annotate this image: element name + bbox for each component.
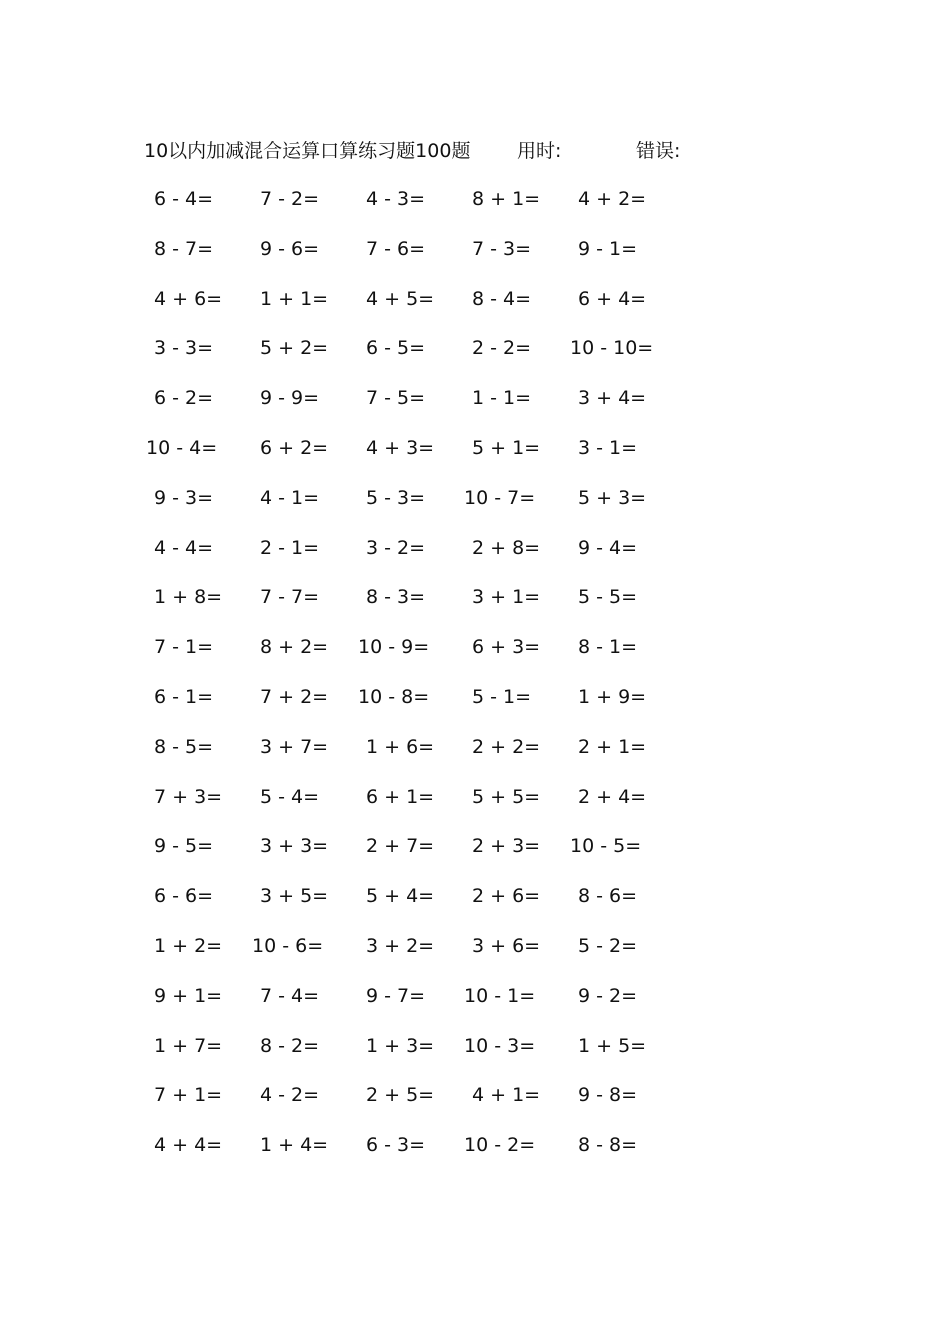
problem-row xyxy=(150,873,710,923)
arithmetic-problem: 1 - 1= xyxy=(472,387,532,410)
arithmetic-problem: 4 + 6= xyxy=(154,287,223,310)
problem-row xyxy=(150,923,710,973)
arithmetic-problem: 7 + 1= xyxy=(154,1084,223,1107)
problem-row xyxy=(150,674,710,724)
arithmetic-problem: 2 + 6= xyxy=(472,885,541,908)
arithmetic-problem: 9 - 6= xyxy=(260,237,320,260)
arithmetic-problem: 1 + 6= xyxy=(366,735,435,758)
problem-row xyxy=(150,1072,710,1122)
arithmetic-problem: 2 - 1= xyxy=(260,536,320,559)
arithmetic-problem: 7 - 7= xyxy=(260,586,320,609)
arithmetic-problem: 3 - 2= xyxy=(366,536,426,559)
arithmetic-problem: 5 - 5= xyxy=(578,586,638,609)
arithmetic-problem: 4 + 1= xyxy=(472,1084,541,1107)
problem-row xyxy=(150,823,710,873)
arithmetic-problem: 9 - 7= xyxy=(366,984,426,1007)
arithmetic-problem: 5 + 1= xyxy=(472,436,541,459)
problem-row xyxy=(150,475,710,525)
problem-row xyxy=(150,1122,710,1172)
arithmetic-problem: 5 + 5= xyxy=(472,785,541,808)
arithmetic-problem: 6 - 4= xyxy=(154,188,214,210)
arithmetic-problem: 5 - 3= xyxy=(366,486,426,509)
arithmetic-problem: 1 + 7= xyxy=(154,1034,223,1057)
arithmetic-problem: 8 + 2= xyxy=(260,636,329,659)
arithmetic-problem: 4 + 2= xyxy=(578,188,647,210)
arithmetic-problem: 10 - 9= xyxy=(358,636,430,659)
arithmetic-problem: 3 - 1= xyxy=(578,436,638,459)
arithmetic-problem: 5 - 2= xyxy=(578,934,638,957)
arithmetic-problem: 4 + 3= xyxy=(366,436,435,459)
problem-grid xyxy=(146,176,710,1172)
arithmetic-problem: 6 - 1= xyxy=(154,685,214,708)
arithmetic-problem: 8 + 1= xyxy=(472,188,541,210)
arithmetic-problem: 2 + 5= xyxy=(366,1084,435,1107)
arithmetic-problem: 9 - 5= xyxy=(154,835,214,858)
arithmetic-problem: 3 + 4= xyxy=(578,387,647,410)
arithmetic-problem: 10 - 5= xyxy=(570,835,642,858)
arithmetic-problem: 9 + 1= xyxy=(154,984,223,1007)
arithmetic-problem: 8 - 4= xyxy=(472,287,532,310)
arithmetic-problem: 7 + 2= xyxy=(260,685,329,708)
errors-label: 错误: xyxy=(636,140,681,162)
arithmetic-problem: 4 - 3= xyxy=(366,188,426,210)
arithmetic-problem: 9 - 8= xyxy=(578,1084,638,1107)
problem-row xyxy=(150,325,710,375)
arithmetic-problem: 3 + 2= xyxy=(366,934,435,957)
arithmetic-problem: 8 - 6= xyxy=(578,885,638,908)
problem-row xyxy=(146,425,710,475)
arithmetic-problem: 7 + 3= xyxy=(154,785,223,808)
arithmetic-problem: 7 - 4= xyxy=(260,984,320,1007)
arithmetic-problem: 3 + 3= xyxy=(260,835,329,858)
arithmetic-problem: 1 + 9= xyxy=(578,685,647,708)
arithmetic-problem: 4 + 4= xyxy=(154,1134,223,1157)
arithmetic-problem: 2 + 1= xyxy=(578,735,647,758)
problem-row xyxy=(150,176,710,226)
problem-row xyxy=(150,1023,710,1073)
arithmetic-problem: 10 - 1= xyxy=(464,984,536,1007)
arithmetic-problem: 1 + 4= xyxy=(260,1134,329,1157)
problem-row xyxy=(150,226,710,276)
arithmetic-problem: 10 - 2= xyxy=(464,1134,536,1157)
arithmetic-problem: 2 + 2= xyxy=(472,735,541,758)
arithmetic-problem: 6 + 1= xyxy=(366,785,435,808)
arithmetic-problem: 7 - 1= xyxy=(154,636,214,659)
arithmetic-problem: 8 - 7= xyxy=(154,237,214,260)
arithmetic-problem: 10 - 3= xyxy=(464,1034,536,1057)
arithmetic-problem: 1 + 5= xyxy=(578,1034,647,1057)
arithmetic-problem: 3 + 6= xyxy=(472,934,541,957)
arithmetic-problem: 10 - 8= xyxy=(358,685,430,708)
arithmetic-problem: 3 - 3= xyxy=(154,337,214,360)
arithmetic-problem: 4 - 1= xyxy=(260,486,320,509)
arithmetic-problem: 10 - 6= xyxy=(252,934,324,957)
problem-row xyxy=(150,724,710,774)
arithmetic-problem: 4 - 2= xyxy=(260,1084,320,1107)
problem-row xyxy=(150,774,710,824)
arithmetic-problem: 8 - 2= xyxy=(260,1034,320,1057)
arithmetic-problem: 9 - 9= xyxy=(260,387,320,410)
arithmetic-problem: 6 + 3= xyxy=(472,636,541,659)
arithmetic-problem: 3 + 5= xyxy=(260,885,329,908)
arithmetic-problem: 7 - 5= xyxy=(366,387,426,410)
arithmetic-problem: 2 + 7= xyxy=(366,835,435,858)
arithmetic-problem: 10 - 10= xyxy=(570,337,654,360)
arithmetic-problem: 7 - 2= xyxy=(260,188,320,210)
arithmetic-problem: 3 + 7= xyxy=(260,735,329,758)
problem-row xyxy=(150,574,710,624)
arithmetic-problem: 9 - 4= xyxy=(578,536,638,559)
arithmetic-problem: 4 - 4= xyxy=(154,536,214,559)
arithmetic-problem: 2 + 3= xyxy=(472,835,541,858)
arithmetic-problem: 6 - 6= xyxy=(154,885,214,908)
arithmetic-problem: 5 + 4= xyxy=(366,885,435,908)
problem-row xyxy=(150,375,710,425)
arithmetic-problem: 10 - 7= xyxy=(464,486,536,509)
arithmetic-problem: 4 + 5= xyxy=(366,287,435,310)
arithmetic-problem: 1 + 2= xyxy=(154,934,223,957)
arithmetic-problem: 6 - 5= xyxy=(366,337,426,360)
arithmetic-problem: 6 + 4= xyxy=(578,287,647,310)
problem-row xyxy=(150,973,710,1023)
arithmetic-problem: 9 - 3= xyxy=(154,486,214,509)
arithmetic-problem: 7 - 6= xyxy=(366,237,426,260)
problem-row xyxy=(150,525,710,575)
arithmetic-problem: 5 - 1= xyxy=(472,685,532,708)
arithmetic-problem: 2 - 2= xyxy=(472,337,532,360)
arithmetic-problem: 1 + 8= xyxy=(154,586,223,609)
arithmetic-problem: 2 + 4= xyxy=(578,785,647,808)
arithmetic-problem: 9 - 1= xyxy=(578,237,638,260)
time-used-label: 用时: xyxy=(517,140,562,162)
arithmetic-problem: 3 + 1= xyxy=(472,586,541,609)
worksheet-title: 10以内加减混合运算口算练习题100题 xyxy=(144,140,471,162)
arithmetic-problem: 5 - 4= xyxy=(260,785,320,808)
arithmetic-problem: 1 + 1= xyxy=(260,287,329,310)
arithmetic-problem: 8 - 1= xyxy=(578,636,638,659)
arithmetic-problem: 9 - 2= xyxy=(578,984,638,1007)
arithmetic-problem: 5 + 3= xyxy=(578,486,647,509)
problem-row xyxy=(150,276,710,326)
arithmetic-problem: 5 + 2= xyxy=(260,337,329,360)
arithmetic-problem: 8 - 3= xyxy=(366,586,426,609)
arithmetic-problem: 2 + 8= xyxy=(472,536,541,559)
arithmetic-problem: 6 - 2= xyxy=(154,387,214,410)
arithmetic-problem: 6 - 3= xyxy=(366,1134,426,1157)
arithmetic-problem: 1 + 3= xyxy=(366,1034,435,1057)
problem-row xyxy=(150,624,710,674)
arithmetic-problem: 7 - 3= xyxy=(472,237,532,260)
arithmetic-problem: 8 - 5= xyxy=(154,735,214,758)
arithmetic-problem: 6 + 2= xyxy=(260,436,329,459)
arithmetic-problem: 8 - 8= xyxy=(578,1134,638,1157)
arithmetic-problem: 10 - 4= xyxy=(146,436,218,459)
